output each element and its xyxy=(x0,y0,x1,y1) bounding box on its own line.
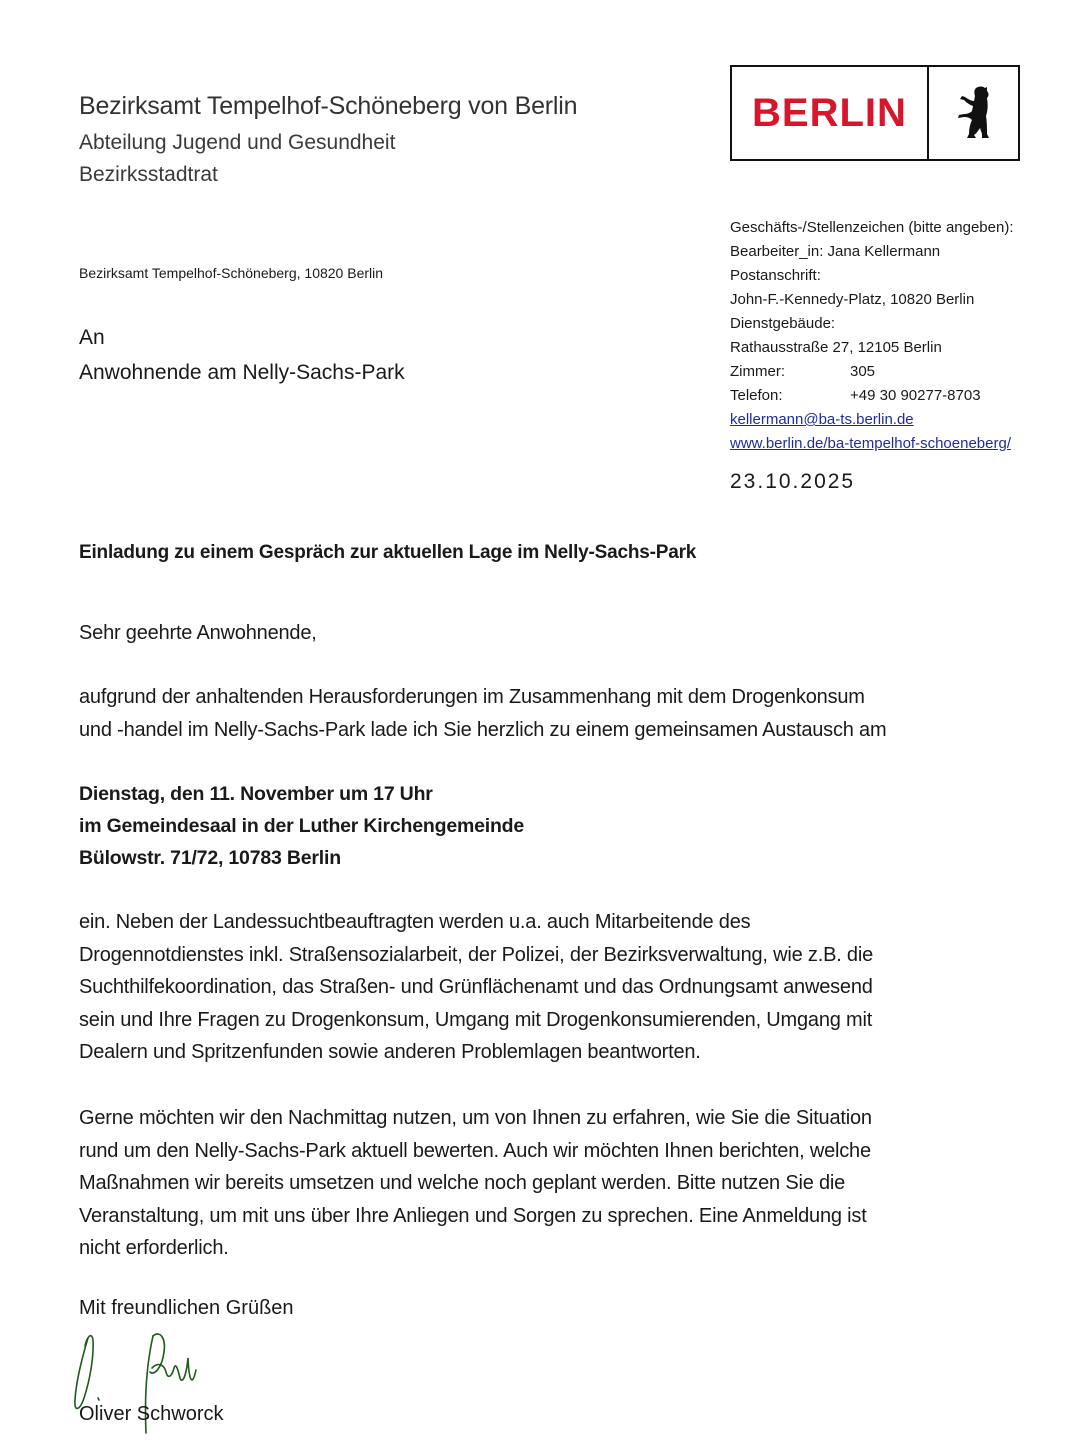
sender-return-address: Bezirksamt Tempelhof-Schöneberg, 10820 Berlin xyxy=(79,265,384,281)
paragraph-line: sein und Ihre Fragen zu Drogenkonsum, Umgang mit Drogenkonsumierenden, Umgang mit xyxy=(79,1008,873,1031)
recipient-block xyxy=(79,320,405,390)
role-title: Bezirksstadtrat xyxy=(79,163,218,186)
postal-address: John-F.-Kennedy-Platz, 10820 Berlin xyxy=(730,291,975,308)
room-row xyxy=(730,360,1014,384)
phone-value: +49 30 90277-8703 xyxy=(850,387,981,404)
paragraph-line: ein. Neben der Landessuchtbeauftragten werden u.a. auch Mitarbeitende des xyxy=(79,911,751,933)
contact-info-block xyxy=(730,216,1014,456)
email-link[interactable]: kellermann@ba-ts.berlin.de xyxy=(730,411,914,428)
event-details xyxy=(79,778,999,874)
office-address: Rathausstraße 27, 12105 Berlin xyxy=(730,339,942,356)
paragraph-line: Gerne möchten wir den Nachmittag nutzen, um von Ihnen zu erfahren, wie Sie die Situation xyxy=(79,1107,872,1129)
paragraph-line: aufgrund der anhaltenden Herausforderungen im Zusammenhang mit dem Drogenkonsum xyxy=(79,686,865,708)
office-label: Dienstgebäude: xyxy=(730,315,836,332)
berlin-logo-text: BERLIN xyxy=(732,67,929,159)
closing-phrase: Mit freundlichen Grüßen xyxy=(79,1297,294,1319)
subject-line: Einladung zu einem Gespräch zur aktuellen Lage im Nelly-Sachs-Park xyxy=(79,542,697,563)
reference-label: Geschäfts-/Stellenzeichen (bitte angeben): xyxy=(730,219,1014,236)
recipient-prefix: An xyxy=(79,326,105,349)
signer-name: Oliver Schworck xyxy=(79,1403,224,1425)
postal-label: Postanschrift: xyxy=(730,267,821,284)
event-venue: im Gemeindesaal in der Luther Kirchengemeinde xyxy=(79,815,525,837)
salutation-text: Sehr geehrte Anwohnende, xyxy=(79,622,317,644)
paragraph-intro xyxy=(79,681,999,746)
phone-label: Telefon: xyxy=(730,387,783,404)
paragraph-line: rund um den Nelly-Sachs-Park aktuell bewerten. Auch wir möchten Ihnen berichten, welche xyxy=(79,1139,871,1162)
paragraph-line: nicht erforderlich. xyxy=(79,1237,229,1259)
paragraph-participants xyxy=(79,906,999,1069)
organization-name: Bezirksamt Tempelhof-Schöneberg von Berlin xyxy=(79,92,578,120)
paragraph-line: Suchthilfekoordination, das Straßen- und Grünflächenamt und das Ordnungsamt anwesend xyxy=(79,976,873,998)
department-name: Abteilung Jugend und Gesundheit xyxy=(79,131,396,154)
phone-row xyxy=(730,384,1014,408)
berlin-bear-icon xyxy=(929,67,1018,159)
room-value: 305 xyxy=(850,363,876,380)
letter-date: 23.10.2025 xyxy=(730,470,856,493)
event-datetime: Dienstag, den 11. November um 17 Uhr xyxy=(79,783,433,805)
paragraph-line: Dealern und Spritzenfunden sowie anderen Problemlagen beantworten. xyxy=(79,1041,701,1063)
paragraph-line: Veranstaltung, um mit uns über Ihre Anliegen und Sorgen zu sprechen. Eine Anmeldung ist xyxy=(79,1204,867,1227)
website-link[interactable]: www.berlin.de/ba-tempelhof-schoeneberg/ xyxy=(730,435,1011,452)
salutation xyxy=(79,617,999,650)
berlin-logo xyxy=(730,65,1020,161)
handler-name: Bearbeiter_in: Jana Kellermann xyxy=(730,243,941,260)
event-address: Bülowstr. 71/72, 10783 Berlin xyxy=(79,847,341,869)
paragraph-line: und -handel im Nelly-Sachs-Park lade ich Sie herzlich zu einem gemeinsamen Austausch am xyxy=(79,718,887,741)
room-label: Zimmer: xyxy=(730,363,785,380)
paragraph-line: Maßnahmen wir bereits umsetzen und welche noch geplant werden. Bitte nutzen Sie die xyxy=(79,1172,846,1194)
paragraph-line: Drogennotdienstes inkl. Straßensozialarbeit, der Polizei, der Bezirksverwaltung, wie z.B. die xyxy=(79,943,874,966)
recipient-name: Anwohnende am Nelly-Sachs-Park xyxy=(79,361,405,384)
paragraph-purpose xyxy=(79,1102,999,1265)
